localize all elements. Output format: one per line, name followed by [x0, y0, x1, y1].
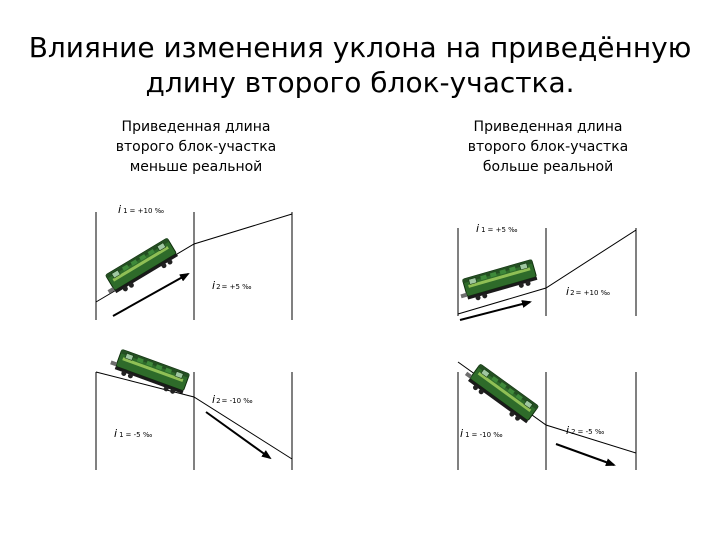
slope-label-i1: i 1 = -10 ‰ [460, 427, 503, 440]
locomotive-image [108, 347, 190, 397]
direction-arrow [206, 412, 270, 458]
left-caption-line-1: Приведенная длина [121, 119, 271, 135]
slope-label-i2: i2= +10 ‰ [566, 285, 611, 298]
panel-bottom-left [96, 347, 292, 470]
direction-arrow [460, 302, 530, 320]
slope-label-i1: i 1 = +5 ‰ [476, 222, 518, 235]
panel-top-left [96, 203, 292, 320]
slope-label-i2: i2= +5 ‰ [212, 279, 252, 292]
slide-title-line-1: Влияние изменения уклона на приведённую [28, 31, 692, 64]
right-caption-line-3: больше реальной [482, 159, 614, 175]
track-profile [458, 230, 636, 314]
left-caption-line-3: меньше реальной [129, 159, 263, 175]
slope-label-i1: i 1 = +10 ‰ [118, 203, 165, 216]
left-caption-line-2: второго блок-участка [115, 139, 277, 155]
panel-top-right [457, 222, 636, 320]
slide-title-line-2: длину второго блок-участка. [145, 66, 575, 99]
right-caption-line-2: второго блок-участка [467, 139, 629, 155]
slope-label-i1: i 1 = -5 ‰ [114, 427, 153, 440]
slope-label-i2: i 2 = -5 ‰ [566, 424, 605, 437]
right-caption-line-1: Приведенная длина [473, 119, 623, 135]
locomotive-image [100, 238, 179, 299]
slope-label-i2: i2= -10 ‰ [212, 393, 253, 406]
direction-arrow [556, 444, 614, 465]
locomotive-image [461, 360, 539, 426]
locomotive-image [457, 260, 539, 305]
panel-bottom-right [458, 360, 636, 470]
